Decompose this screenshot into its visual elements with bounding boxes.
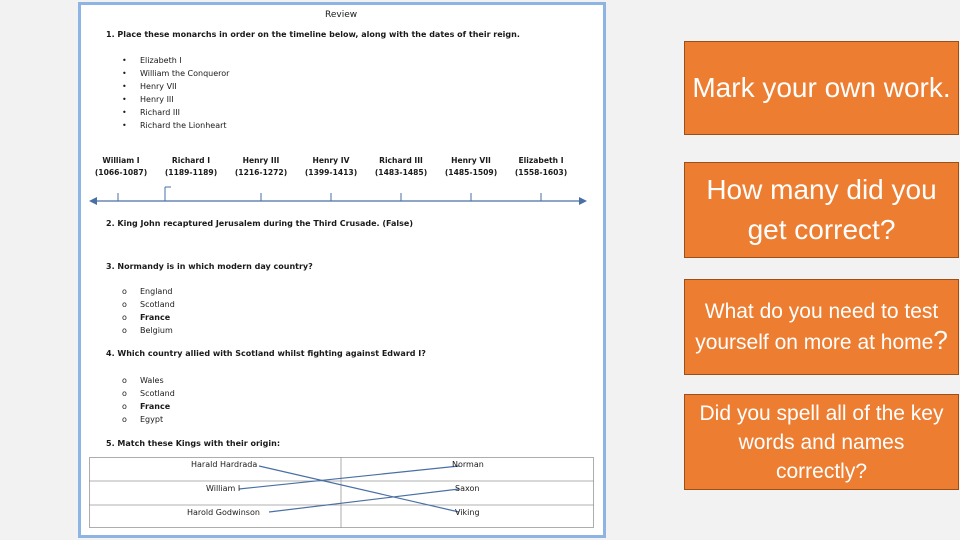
timeline-name: Henry VII [451, 156, 491, 165]
timeline-dates: (1399-1413) [304, 168, 358, 177]
list-bullet: • [122, 108, 127, 117]
list-item: Richard the Lionheart [140, 121, 227, 130]
match-king: Harold Godwinson [187, 508, 260, 517]
worksheet [78, 2, 606, 538]
option-marker: o [122, 313, 127, 322]
card-spelling [684, 394, 959, 490]
timeline-dates: (1189-1189) [164, 168, 218, 177]
match-king: William I [206, 484, 241, 493]
list-bullet: • [122, 121, 127, 130]
list-item: Henry III [140, 95, 174, 104]
timeline-name: William I [102, 156, 140, 165]
card-text [691, 297, 952, 357]
option: Wales [140, 376, 164, 385]
worksheet-title: Review [325, 10, 358, 20]
card-mark-own-work [684, 41, 959, 135]
card-text: Did you spell all of the key words and names correctly? [699, 401, 944, 483]
timeline-name: Henry III [242, 156, 280, 165]
card-text: Mark your own work. [692, 72, 951, 103]
list-bullet: • [122, 95, 127, 104]
timeline-name: Richard I [171, 156, 211, 165]
list-bullet: • [122, 56, 127, 65]
timeline-dates: (1066-1087) [94, 168, 148, 177]
list-item: Richard III [140, 108, 180, 117]
option: Egypt [140, 415, 164, 424]
option: Scotland [140, 389, 175, 398]
timeline-dates: (1485-1509) [444, 168, 498, 177]
list-item: William the Conqueror [140, 69, 230, 78]
option-marker: o [122, 376, 127, 385]
card-text-main: What do you need to test yourself on more at home [695, 300, 939, 354]
option-marker: o [122, 402, 127, 411]
timeline-dates: (1483-1485) [374, 168, 428, 177]
match-origin: Norman [452, 460, 484, 469]
card-text: How many did you get correct? [706, 174, 937, 245]
option-marker: o [122, 415, 127, 424]
match-king: Harald Hardrada [191, 460, 258, 469]
timeline-name: Elizabeth I [518, 156, 564, 165]
option-answer: France [140, 402, 171, 411]
card-how-many-correct [684, 162, 959, 258]
option-marker: o [122, 389, 127, 398]
option: England [140, 287, 173, 296]
option: Scotland [140, 300, 175, 309]
question-2: 2. King John recaptured Jerusalem during the Third Crusade. (False) [106, 219, 414, 228]
timeline-name: Henry IV [312, 156, 350, 165]
option-marker: o [122, 287, 127, 296]
timeline-axis [81, 175, 603, 215]
question-1: 1. Place these monarchs in order on the timeline below, along with the dates of their reign. [106, 30, 520, 39]
timeline-dates: (1216-1272) [234, 168, 288, 177]
card-test-yourself [684, 279, 959, 375]
timeline-name: Richard III [379, 156, 423, 165]
question-4: 4. Which country allied with Scotland whilst fighting against Edward I? [106, 349, 426, 358]
timeline-dates: (1558-1603) [514, 168, 568, 177]
list-item: Henry VII [140, 82, 177, 91]
match-origin: Viking [455, 508, 480, 517]
list-bullet: • [122, 69, 127, 78]
list-bullet: • [122, 82, 127, 91]
option-marker: o [122, 300, 127, 309]
option: Belgium [140, 326, 173, 335]
question-5: 5. Match these Kings with their origin: [106, 439, 281, 448]
option-answer: France [140, 313, 171, 322]
question-3: 3. Normandy is in which modern day country? [106, 262, 313, 271]
option-marker: o [122, 326, 127, 335]
list-item: Elizabeth I [140, 56, 182, 65]
match-origin: Saxon [455, 484, 480, 493]
match-table [89, 457, 595, 529]
card-question-mark: ? [933, 325, 948, 355]
